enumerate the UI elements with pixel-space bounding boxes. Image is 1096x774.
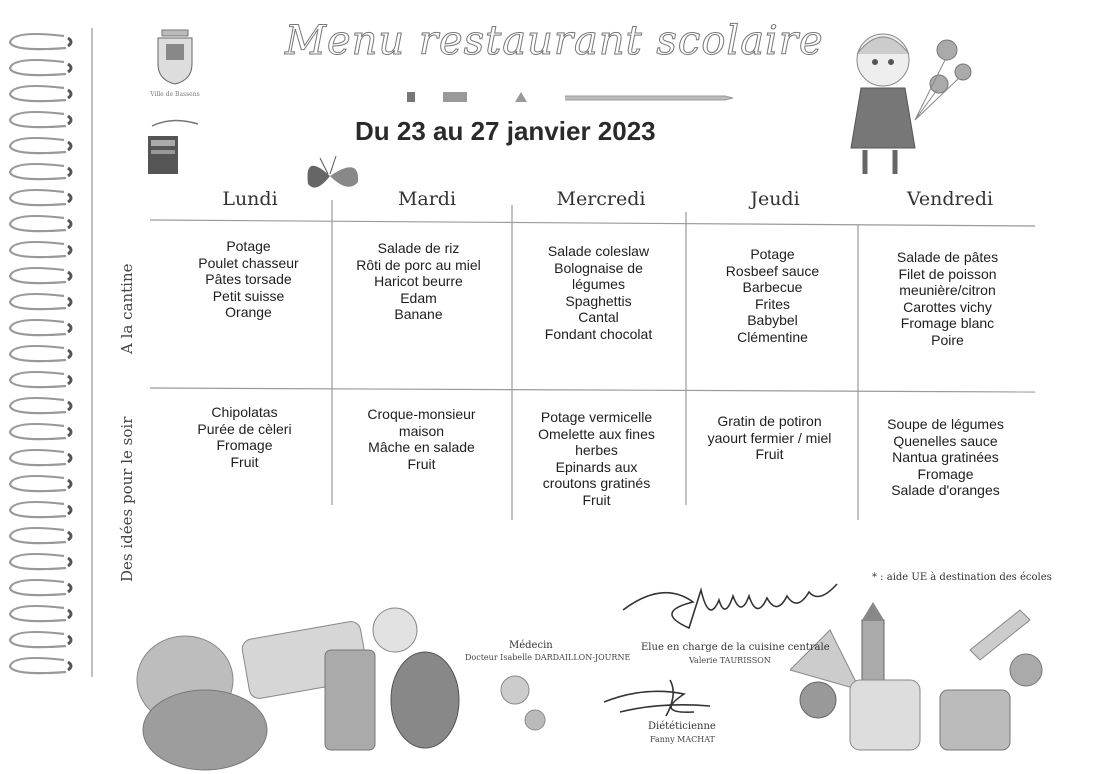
spiral-hole xyxy=(68,610,71,618)
menu-item: Petit suisse xyxy=(212,287,285,304)
menu-cell-soir-vendredi xyxy=(863,416,1028,499)
menu-cell-cantine-jeudi xyxy=(690,246,855,346)
menu-cell-cantine-mercredi xyxy=(516,243,681,343)
menu-item: herbes xyxy=(575,442,618,459)
menu-item: meunière/citron xyxy=(899,282,996,299)
day-header-vendredi: Vendredi xyxy=(906,188,994,210)
menu-item: Fruit xyxy=(230,453,259,470)
spiral-hole xyxy=(68,454,71,462)
spiral-ring xyxy=(10,528,66,543)
menu-item: Orange xyxy=(225,304,272,321)
menu-item: croutons gratinés xyxy=(542,475,651,492)
menu-title: Menu restaurant scolaire xyxy=(285,18,824,64)
menu-cell-soir-mardi xyxy=(339,406,504,472)
row-label-soir: Des idées pour le soir xyxy=(118,416,136,582)
menu-item: Carottes vichy xyxy=(903,298,992,315)
week-dates-title: Du 23 au 27 janvier 2023 xyxy=(355,116,656,146)
school-supplies-illustration xyxy=(95,570,565,774)
menu-cell-cantine-vendredi xyxy=(865,249,1030,349)
spiral-hole xyxy=(68,480,71,488)
menu-item: légumes xyxy=(572,276,625,293)
svg-text:Ville de Bassens: Ville de Bassens xyxy=(150,91,200,98)
spiral-binding-decoration xyxy=(4,22,94,682)
spiral-hole xyxy=(68,168,71,176)
menu-item: Frites xyxy=(755,295,790,312)
menu-item: Croque-monsieur xyxy=(367,406,476,422)
menu-item: Potage vermicelle xyxy=(540,409,653,425)
menu-item: Cantal xyxy=(578,309,619,326)
day-header-mardi: Mardi xyxy=(397,188,457,210)
menu-item: Babybel xyxy=(747,312,798,329)
day-header-mercredi: Mercredi xyxy=(556,188,646,210)
menu-item: Salade d'oranges xyxy=(891,482,1000,499)
spiral-ring xyxy=(10,502,66,517)
menu-item: Salade coleslaw xyxy=(547,243,650,259)
menu-item: Clémentine xyxy=(737,328,808,345)
menu-item: Fruit xyxy=(582,491,611,508)
menu-item: Pâtes torsade xyxy=(205,271,292,288)
spiral-ring xyxy=(10,580,66,595)
spiral-ring xyxy=(10,112,66,127)
town-emblem-logo xyxy=(140,20,210,100)
menu-item: Poulet chasseur xyxy=(198,254,299,271)
menu-item: Gratin de potiron xyxy=(717,413,822,429)
spiral-ring xyxy=(10,60,66,75)
menu-cell-cantine-mardi xyxy=(336,240,501,323)
spiral-ring xyxy=(10,398,66,413)
spiral-ring xyxy=(10,268,66,283)
menu-item: Chipolatas xyxy=(211,404,278,420)
spiral-hole xyxy=(68,532,71,540)
menu-item: Nantua gratinées xyxy=(892,449,999,466)
elue-name: Valerie TAURISSON xyxy=(689,656,771,665)
spiral-hole xyxy=(68,142,71,150)
spiral-ring xyxy=(10,190,66,205)
spiral-hole xyxy=(68,636,71,644)
menu-item: Barbecue xyxy=(742,279,803,296)
spiral-hole xyxy=(68,272,71,280)
spiral-ring xyxy=(10,424,66,439)
spiral-hole xyxy=(68,428,71,436)
row-label-cantine: A la cantine xyxy=(118,263,136,354)
spiral-hole xyxy=(68,116,71,124)
day-header-lundi: Lundi xyxy=(222,188,278,210)
spiral-ring xyxy=(10,606,66,621)
spiral-ring xyxy=(10,450,66,465)
medecin-title: Médecin xyxy=(509,640,553,651)
spiral-hole xyxy=(68,90,71,98)
spiral-ring xyxy=(10,554,66,569)
spiral-hole xyxy=(68,558,71,566)
spiral-ring xyxy=(10,34,66,49)
spiral-ring xyxy=(10,658,66,673)
nutrition-program-badge xyxy=(142,112,210,180)
menu-item: Potage xyxy=(750,246,795,262)
spiral-ring xyxy=(10,242,66,257)
menu-item: Salade de pâtes xyxy=(896,249,999,265)
spiral-ring xyxy=(10,294,66,309)
menu-item: Soupe de légumes xyxy=(887,416,1004,432)
eu-aid-footnote: * : aide UE à destination des écoles xyxy=(872,572,1052,583)
spiral-hole xyxy=(68,662,71,670)
girl-with-flowers-illustration xyxy=(835,10,985,190)
spiral-hole xyxy=(68,194,71,202)
spiral-ring xyxy=(10,372,66,387)
menu-cell-soir-lundi xyxy=(162,404,327,470)
title-ornament-decoration xyxy=(405,90,735,104)
menu-item: Haricot beurre xyxy=(374,273,463,290)
spiral-hole xyxy=(68,298,71,306)
menu-item: Fruit xyxy=(755,446,784,463)
menu-item: Poire xyxy=(931,331,964,348)
menu-item: Bolognaise de xyxy=(554,259,643,276)
spiral-ring xyxy=(10,216,66,231)
spiral-hole xyxy=(68,376,71,384)
menu-item: Salade de riz xyxy=(377,240,460,256)
spiral-hole xyxy=(68,584,71,592)
medecin-name: Docteur Isabelle DARDAILLON-JOURNE xyxy=(465,653,631,662)
menu-item: Fromage xyxy=(216,437,273,454)
menu-item: maison xyxy=(398,422,445,439)
spiral-hole xyxy=(68,402,71,410)
elue-title: Elue en charge de la cuisine centrale xyxy=(641,642,830,653)
spiral-ring xyxy=(10,86,66,101)
dieteticienne-name: Fanny MACHAT xyxy=(650,735,715,744)
menu-item: Fondant chocolat xyxy=(544,325,653,342)
spiral-ring xyxy=(10,346,66,361)
dieteticienne-title: Diététicienne xyxy=(648,721,716,732)
menu-item: Edam xyxy=(400,289,437,306)
menu-cell-soir-jeudi xyxy=(687,413,852,463)
dieteticienne-signature-scribble xyxy=(600,672,720,722)
menu-item: Rosbeef sauce xyxy=(725,262,820,279)
menu-item: Potage xyxy=(226,238,271,254)
elue-signature-scribble xyxy=(615,580,845,640)
menu-item: Purée de cèleri xyxy=(197,420,292,437)
menu-item: Quenelles sauce xyxy=(893,432,998,449)
menu-item: Fruit xyxy=(407,455,436,472)
menu-item: Fromage blanc xyxy=(900,315,995,332)
menu-cell-cantine-lundi xyxy=(166,238,331,321)
menu-item: Fromage xyxy=(917,465,974,482)
spiral-hole xyxy=(68,220,71,228)
day-header-jeudi: Jeudi xyxy=(750,188,800,210)
menu-item: Epinards aux xyxy=(555,458,638,475)
spiral-hole xyxy=(68,324,71,332)
spiral-hole xyxy=(68,38,71,46)
spiral-ring xyxy=(10,138,66,153)
spiral-hole xyxy=(68,64,71,72)
menu-item: Filet de poisson xyxy=(898,265,997,282)
menu-item: Spaghettis xyxy=(565,292,632,309)
spiral-ring xyxy=(10,320,66,335)
spiral-ring xyxy=(10,476,66,491)
menu-item: Banane xyxy=(394,306,443,323)
menu-item: yaourt fermier / miel xyxy=(707,429,832,446)
menu-cell-soir-mercredi xyxy=(514,409,679,509)
spiral-ring xyxy=(10,164,66,179)
spiral-hole xyxy=(68,506,71,514)
spiral-hole xyxy=(68,246,71,254)
menu-item: Mâche en salade xyxy=(368,439,475,456)
menu-item: Omelette aux fines xyxy=(538,425,655,442)
spiral-hole xyxy=(68,350,71,358)
spiral-ring xyxy=(10,632,66,647)
menu-item: Rôti de porc au miel xyxy=(356,256,481,273)
